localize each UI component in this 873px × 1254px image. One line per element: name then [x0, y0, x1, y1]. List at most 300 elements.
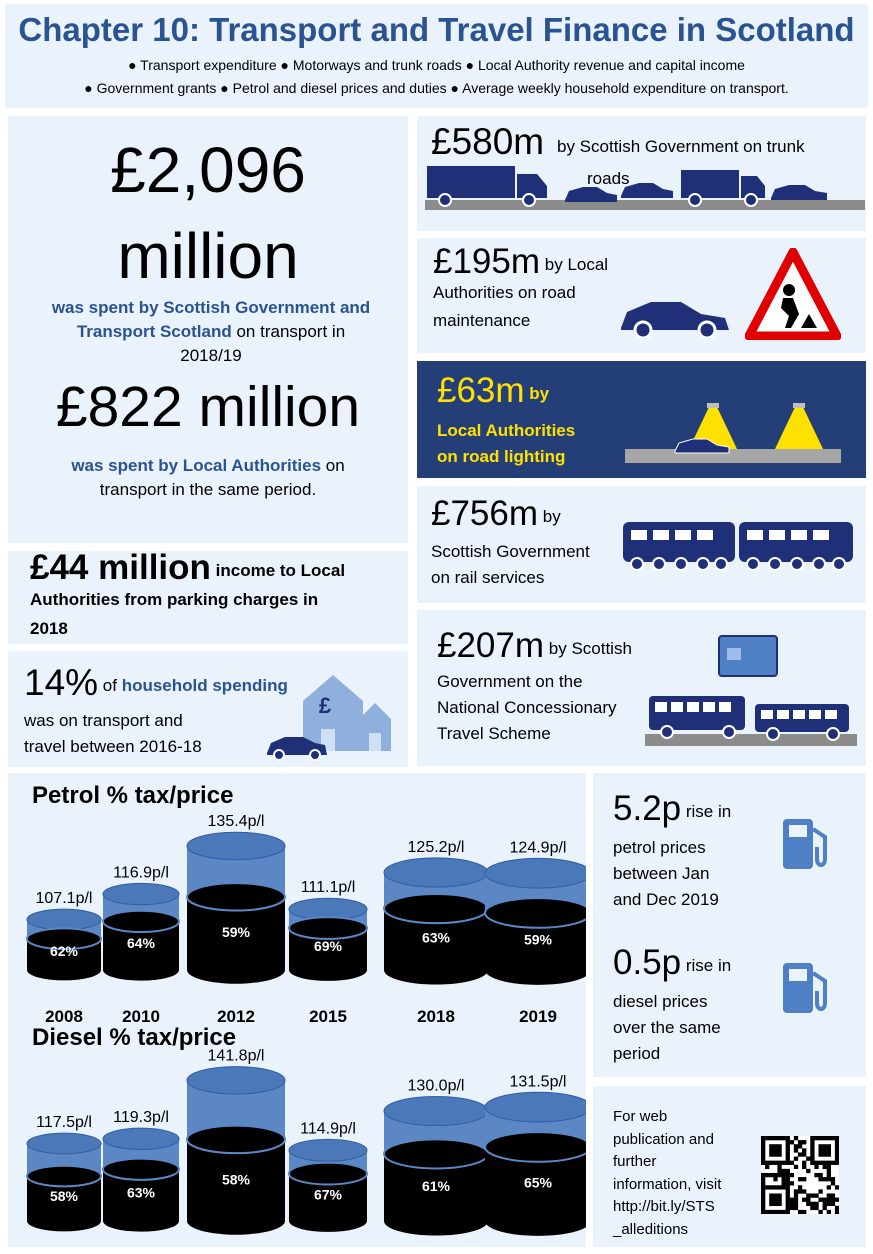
la-spend-amount: £822 million [55, 375, 361, 439]
total-spend-amount: £2,096 [110, 134, 306, 206]
qr-module [777, 1202, 781, 1206]
price-label: 107.1p/l [35, 890, 93, 908]
car-wheel-rear [310, 750, 320, 760]
qr-module [810, 1152, 814, 1156]
truck-2-wheel [689, 194, 701, 206]
la-spend-description [18, 454, 398, 502]
qr-module [773, 1185, 777, 1189]
barrel-base [27, 960, 101, 981]
diesel-rise-text-4: period [613, 1044, 661, 1063]
barrel-base [103, 1210, 179, 1231]
concession-text-1: by Scottish [548, 639, 632, 658]
road-lighting-panel [417, 361, 866, 478]
qr-module [773, 1144, 777, 1148]
street-lights-icon [625, 401, 851, 467]
barrel-base [187, 1207, 285, 1234]
truck-2-trailer [681, 170, 739, 198]
lighting-line-1 [437, 369, 549, 416]
qr-module [818, 1177, 822, 1181]
qr-module [806, 1169, 810, 1173]
carriage-1 [623, 522, 735, 562]
rail-by: by [542, 507, 561, 526]
qr-module [806, 1198, 810, 1202]
qr-module [777, 1148, 781, 1152]
concession-line-1 [437, 624, 632, 671]
rail-text-1: Scottish Government [431, 542, 590, 561]
qr-module [802, 1165, 806, 1169]
qr-module [823, 1148, 827, 1152]
barrel-top [384, 858, 488, 887]
fuel-barrel [289, 1120, 367, 1232]
qr-module [761, 1177, 765, 1181]
qr-module [765, 1161, 769, 1165]
spend-desc-highlight: was spent by Scottish Government and Transport Scotland [51, 298, 371, 341]
year-label: 2008 [45, 1007, 83, 1026]
maintenance-text-3: maintenance [433, 311, 531, 330]
qr-module [777, 1210, 781, 1214]
lighting-text-1: Local Authorities [437, 421, 576, 440]
qr-module [782, 1210, 786, 1214]
qr-module [761, 1144, 765, 1148]
qr-module [823, 1136, 827, 1140]
qr-module [782, 1136, 786, 1140]
qr-module [810, 1136, 814, 1140]
barrel-tax-top [103, 1159, 179, 1180]
qr-module [761, 1181, 765, 1185]
barrel-top [103, 883, 179, 904]
rail-line-1 [431, 492, 561, 539]
qr-module [765, 1173, 769, 1177]
qr-module [802, 1148, 806, 1152]
qr-module [777, 1144, 781, 1148]
qr-module [823, 1177, 827, 1181]
qr-module [773, 1177, 777, 1181]
qr-module [773, 1202, 777, 1206]
qr-module [835, 1161, 839, 1165]
price-label: 124.9p/l [509, 839, 567, 857]
fuel-price-rise-panel [593, 773, 866, 1077]
car-1 [565, 187, 617, 202]
petrol-rise-text-3: between Jan [613, 864, 710, 883]
qr-module [786, 1136, 790, 1140]
road-surface [425, 200, 865, 210]
qr-module [786, 1157, 790, 1161]
qr-module [773, 1210, 777, 1214]
qr-module [835, 1140, 839, 1144]
diesel-pump-icon [779, 959, 837, 1017]
fuel-chart-panel [8, 773, 586, 1247]
qr-module [814, 1165, 818, 1169]
barrel-tax-top [187, 883, 285, 910]
header-panel [5, 4, 868, 108]
barrel-base [289, 959, 367, 981]
qr-module [835, 1152, 839, 1156]
barrel-top [485, 1092, 586, 1122]
tax-share-label: 59% [523, 931, 553, 948]
qr-module [798, 1177, 802, 1181]
qr-module [777, 1198, 781, 1202]
bus-wheel [661, 726, 673, 738]
tax-share-label: 63% [421, 929, 451, 946]
parking-amount: £44 million [30, 548, 211, 587]
qr-module [790, 1206, 794, 1210]
tax-share-label: 65% [523, 1174, 553, 1191]
year-label: 2018 [417, 1007, 455, 1026]
year-axis [45, 1007, 557, 1026]
qr-module [810, 1161, 814, 1165]
qr-module [769, 1148, 773, 1152]
qr-module [827, 1165, 831, 1169]
qr-module [777, 1161, 781, 1165]
price-label: 141.8p/l [207, 1047, 265, 1065]
web-line-1: For web [613, 1108, 668, 1125]
qr-module [794, 1157, 798, 1161]
qr-module [790, 1161, 794, 1165]
qr-module [818, 1189, 822, 1193]
qr-module [761, 1148, 765, 1152]
qr-module [835, 1144, 839, 1148]
qr-module [777, 1193, 781, 1197]
web-line-2: publication and [613, 1130, 714, 1148]
parking-text-3: 2018 [30, 619, 68, 638]
price-label: 117.5p/l [36, 1114, 92, 1132]
barrel-tax-top [485, 1132, 586, 1162]
year-label: 2019 [519, 1007, 557, 1026]
qr-module [786, 1185, 790, 1189]
qr-module [786, 1193, 790, 1197]
total-spend-description [26, 296, 396, 368]
trunk-amount: £580m [431, 121, 545, 162]
price-label: 130.0p/l [407, 1077, 465, 1095]
price-label: 111.1p/l [300, 879, 356, 897]
qr-code[interactable] [761, 1136, 839, 1214]
pump-screen [789, 825, 807, 837]
qr-module [782, 1161, 786, 1165]
qr-module [794, 1165, 798, 1169]
qr-module [794, 1193, 798, 1197]
qr-module [814, 1193, 818, 1197]
qr-module [777, 1136, 781, 1140]
rail-text-2: on rail services [431, 568, 545, 587]
maintenance-amount: £195m [433, 242, 541, 281]
qr-module [761, 1189, 765, 1193]
fuel-barrel [384, 1077, 488, 1235]
qr-module [790, 1198, 794, 1202]
qr-module [823, 1161, 827, 1165]
qr-module [786, 1177, 790, 1181]
spend-desc-text: on transport in [231, 322, 346, 341]
house-pound-symbol: £ [318, 693, 332, 718]
qr-module [806, 1157, 810, 1161]
qr-module [761, 1185, 765, 1189]
parking-panel [8, 548, 408, 644]
qr-module [777, 1173, 781, 1177]
la-desc-rest: transport in the same period. [99, 480, 317, 499]
household-line-3: travel between 2016-18 [24, 737, 202, 756]
trunk-text-1: by Scottish Government on trunk [557, 137, 805, 156]
qr-module [765, 1185, 769, 1189]
concession-text-4: Travel Scheme [437, 724, 551, 743]
qr-module [777, 1165, 781, 1169]
car-wheel-front [635, 322, 651, 338]
barrel-tax-top [485, 898, 586, 928]
qr-module [782, 1185, 786, 1189]
household-line-1 [24, 661, 288, 708]
lamp-post-1 [707, 403, 719, 408]
price-label: 114.9p/l [300, 1120, 356, 1138]
qr-module [831, 1136, 835, 1140]
qr-module [794, 1148, 798, 1152]
concession-amount: £207m [437, 626, 545, 665]
qr-module [769, 1136, 773, 1140]
qr-module [761, 1136, 765, 1140]
qr-module [798, 1210, 802, 1214]
parking-text [30, 548, 408, 643]
qr-module [818, 1152, 822, 1156]
total-spend-panel [8, 116, 408, 543]
qr-module [786, 1202, 790, 1206]
bus-wheel [767, 728, 779, 740]
qr-module [761, 1152, 765, 1156]
qr-module [835, 1136, 839, 1140]
barrel-top [289, 1139, 367, 1161]
qr-module [765, 1136, 769, 1140]
barrel-base [187, 956, 285, 983]
qr-module [814, 1202, 818, 1206]
petrol-pump-icon [779, 815, 837, 873]
year-label: 2010 [122, 1007, 160, 1026]
qr-module [769, 1185, 773, 1189]
qr-module [761, 1193, 765, 1197]
web-info-text [613, 1106, 721, 1241]
car-3 [771, 185, 827, 200]
qr-module [773, 1173, 777, 1177]
tax-share-label: 67% [313, 1186, 343, 1203]
barrel-tax-top [27, 1166, 101, 1187]
qr-module [823, 1165, 827, 1169]
barrel-base [384, 955, 488, 984]
qr-module [761, 1140, 765, 1144]
barrel-tax-top [103, 911, 179, 932]
web-info-panel [593, 1086, 866, 1247]
qr-module [786, 1148, 790, 1152]
year-label: 2012 [217, 1007, 255, 1026]
light-beam-2 [775, 407, 823, 449]
qr-module [769, 1152, 773, 1156]
barrel-top [187, 1067, 285, 1094]
qr-module [798, 1185, 802, 1189]
page-title: Chapter 10: Transport and Travel Finance in Scotland [18, 11, 855, 48]
parking-text-1: income to Local [210, 561, 346, 580]
petrol-rise-text-1: rise in [685, 802, 732, 821]
qr-module [831, 1193, 835, 1197]
qr-module [782, 1169, 786, 1173]
qr-module [802, 1140, 806, 1144]
qr-module [823, 1152, 827, 1156]
la-desc-highlight: was spent by Local Authorities [71, 456, 322, 475]
qr-module [769, 1202, 773, 1206]
qr-module [831, 1177, 835, 1181]
maintenance-text-1: by Local [544, 255, 609, 274]
car-wheel-front [274, 750, 284, 760]
fuel-barrel [485, 1073, 586, 1236]
qr-module [818, 1161, 822, 1165]
qr-module [769, 1210, 773, 1214]
barrel-tax-top [289, 917, 367, 939]
qr-module [827, 1144, 831, 1148]
qr-module [786, 1161, 790, 1165]
qr-module [831, 1198, 835, 1202]
qr-module [786, 1144, 790, 1148]
petrol-rise-text-4: and Dec 2019 [613, 890, 719, 909]
qr-module [761, 1202, 765, 1206]
lighting-text-2: on road lighting [437, 447, 566, 466]
rail-amount: £756m [431, 494, 539, 533]
qr-module [802, 1210, 806, 1214]
qr-module [827, 1148, 831, 1152]
fuel-barrel-chart [8, 773, 586, 1247]
qr-module [786, 1140, 790, 1144]
qr-module [773, 1198, 777, 1202]
truck-1-wheel [523, 194, 535, 206]
qr-module [761, 1161, 765, 1165]
qr-module [831, 1161, 835, 1165]
qr-module [790, 1202, 794, 1206]
qr-module [827, 1202, 831, 1206]
qr-module [761, 1198, 765, 1202]
qr-module [806, 1202, 810, 1206]
qr-module [790, 1173, 794, 1177]
bus-pass-card-icon [717, 634, 781, 680]
qr-module [786, 1169, 790, 1173]
qr-module [798, 1189, 802, 1193]
household-highlight: household spending [121, 676, 288, 695]
qr-module [835, 1185, 839, 1189]
qr-module [773, 1152, 777, 1156]
fuel-barrel [187, 813, 285, 983]
qr-module [827, 1177, 831, 1181]
price-label: 116.9p/l [113, 864, 169, 882]
qr-module [818, 1148, 822, 1152]
topics-line-1: ● Transport expenditure ● Motorways and trunk roads ● Local Authority revenue and capital income [128, 57, 745, 73]
qr-module [786, 1189, 790, 1193]
barrel-top [187, 832, 285, 859]
qr-module [831, 1181, 835, 1185]
fuel-barrel [384, 839, 488, 985]
bus-1-body [649, 696, 745, 730]
petrol-rise-line-1 [613, 787, 731, 834]
fuel-barrel [187, 1048, 285, 1235]
tax-share-label: 63% [126, 1184, 156, 1201]
qr-module [761, 1157, 765, 1161]
worker-head [783, 284, 795, 296]
la-desc-text: on [321, 456, 345, 475]
diesel-rise-line-1 [613, 941, 731, 988]
qr-module [810, 1148, 814, 1152]
bus-pass-photo [727, 648, 741, 660]
barrel-tax-top [187, 1126, 285, 1153]
household-line-2: was on transport and [24, 711, 183, 730]
price-label: 135.4p/l [207, 813, 265, 831]
concession-text-2: Government on the [437, 672, 583, 691]
barrel-tax-top [289, 1163, 367, 1185]
qr-module [786, 1173, 790, 1177]
qr-module [814, 1206, 818, 1210]
qr-module [835, 1206, 839, 1210]
year-label: 2015 [309, 1007, 347, 1026]
house-and-car-icon [263, 667, 403, 763]
qr-module [827, 1173, 831, 1177]
qr-module [827, 1198, 831, 1202]
qr-module [818, 1144, 822, 1148]
qr-module [773, 1148, 777, 1152]
tax-share-label: 62% [49, 942, 79, 959]
qr-module [835, 1198, 839, 1202]
qr-module [818, 1198, 822, 1202]
tax-share-label: 69% [313, 938, 343, 955]
qr-module [773, 1193, 777, 1197]
maintenance-text-2: Authorities on road [433, 283, 576, 302]
web-link-continued[interactable]: _alleditions [613, 1220, 689, 1238]
web-link[interactable]: http://bit.ly/STS [613, 1198, 715, 1215]
barrel-base [103, 959, 179, 980]
barrel-base [27, 1211, 101, 1232]
qr-module [818, 1173, 822, 1177]
household-of: of [98, 676, 122, 695]
qr-module [827, 1161, 831, 1165]
bus-wheel [827, 728, 839, 740]
chart-title: Diesel % tax/price [32, 1024, 237, 1051]
qr-module [827, 1185, 831, 1189]
qr-module [773, 1161, 777, 1165]
qr-module [827, 1210, 831, 1214]
qr-module [761, 1173, 765, 1177]
concessionary-travel-panel [417, 610, 866, 766]
qr-module [802, 1189, 806, 1193]
diesel-rise-text-2: diesel prices [613, 992, 708, 1011]
roadworks-sign-icon [745, 248, 841, 340]
lit-road [625, 449, 841, 463]
qr-module [802, 1198, 806, 1202]
road-maintenance-panel [417, 238, 866, 353]
lighting-amount: £63m [437, 371, 525, 410]
car-2 [621, 183, 673, 198]
barrel-tax-top [384, 1139, 488, 1168]
car-wheel-rear [699, 322, 715, 338]
lighting-by: by [529, 384, 550, 403]
qr-module [782, 1181, 786, 1185]
qr-module [810, 1193, 814, 1197]
diesel-series [27, 1024, 586, 1236]
tax-share-label: 59% [221, 924, 251, 941]
qr-module [790, 1140, 794, 1144]
qr-module [786, 1181, 790, 1185]
qr-module [769, 1173, 773, 1177]
trunk-text-2: roads [587, 169, 630, 188]
lamp-post-2 [793, 403, 805, 408]
qr-module [823, 1206, 827, 1210]
topics-line-2: ● Government grants ● Petrol and diesel prices and duties ● Average weekly household expenditure on transport. [84, 80, 789, 96]
web-line-4: information, visit [613, 1175, 722, 1193]
fuel-barrel [485, 839, 586, 984]
petrol-rise-amount: 5.2p [613, 789, 682, 828]
qr-module [810, 1144, 814, 1148]
household-percent: 14% [24, 662, 99, 703]
qr-module [777, 1152, 781, 1156]
qr-module [765, 1165, 769, 1169]
qr-module [802, 1161, 806, 1165]
buses-icon [645, 690, 861, 750]
